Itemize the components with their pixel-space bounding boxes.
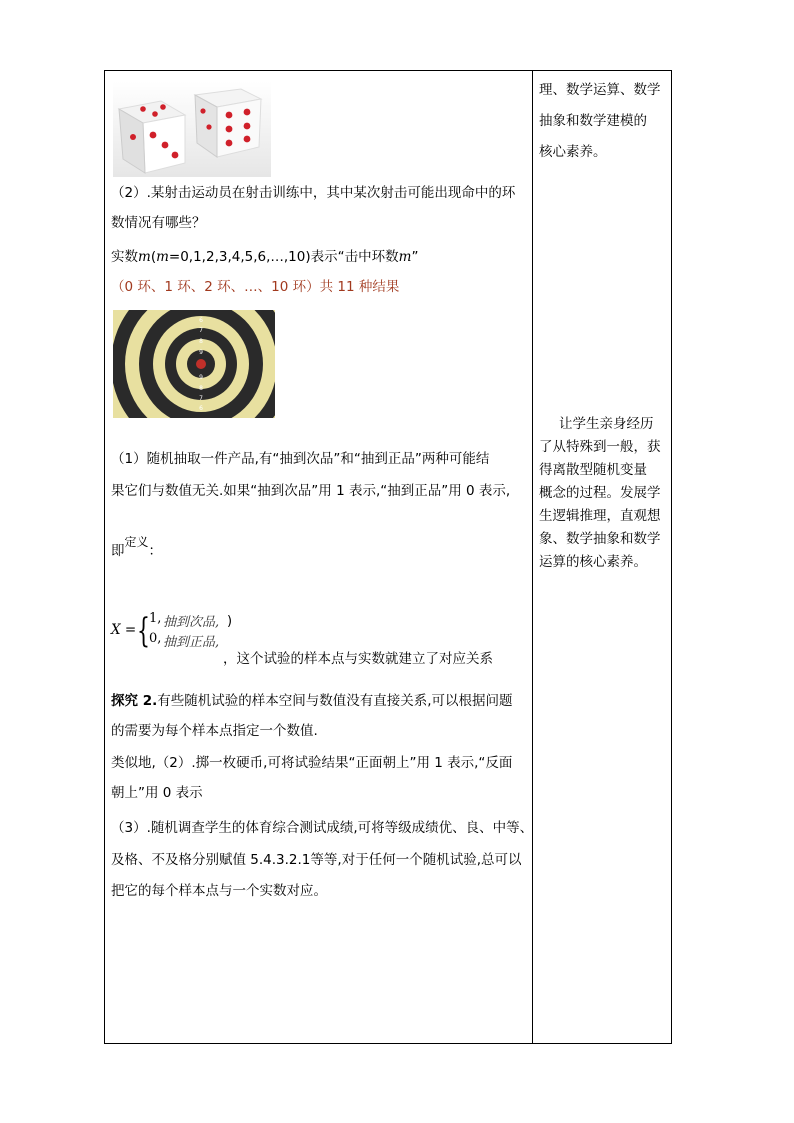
lesson-table [104,70,672,1044]
similar-line2: 朝上”用 0 表示 [111,785,203,801]
column-divider [532,71,533,1043]
question-1-line2: 果它们与数值无关.如果“抽到次品”用 1 表示,“抽到正品”用 0 表示, [111,483,511,499]
question-1-line1: （1）随机抽取一件产品,有“抽到次品”和“抽到正品”两种可能结 [111,451,490,467]
explore-2-line1: 探究 2.有些随机试验的样本空间与数值没有直接关系,可以根据问题 [111,693,513,709]
question-2-line3: 实数m(m=0,1,2,3,4,5,6,…,10)表示“击中环数m” [111,249,419,265]
dice-image [113,81,271,177]
similar-line1: 类似地,（2）.掷一枚硬币,可将试验结果“正面朝上”用 1 表示,“反面 [111,755,513,771]
definition-line: 即定义： [111,535,163,559]
formula-tail: ，这个试验的样本点与实数就建立了对应关系 [223,651,493,667]
svg-text:6: 6 [199,405,203,412]
question-3-line1: （3）.随机调查学生的体育综合测试成绩,可将等级成绩优、良、中等、 [111,820,534,836]
svg-text:6: 6 [199,317,203,324]
question-3-line3: 把它的每个样本点与一个实数对应。 [111,883,327,899]
svg-text:9: 9 [199,374,203,381]
svg-text:8: 8 [199,338,203,345]
explore-2-line2: 的需要为每个样本点指定一个数值. [111,723,318,739]
side-note-middle: 让学生亲身经历 了从特殊到一般，获 得离散型随机变量 概念的过程。发展学 生逻辑推理，直观想 象、数学抽象和数学 运算的核心素养。 [539,416,661,570]
side-note-top: 理、数学运算、数学 抽象和数学建模的 核心素养。 [539,82,661,160]
question-2-line2: 数情况有哪些？ [111,215,206,231]
svg-text:7: 7 [199,395,203,402]
question-2-result: （0 环、1 环、2 环、…、10 环）共 11 种结果 [111,279,400,295]
explore-2-label: 探究 2. [111,693,158,709]
question-2-line1: （2）.某射击运动员在射击训练中，其中某次射击可能出现命中的环 [111,185,516,201]
question-3-line2: 及格、不及格分别赋值 5.4.3.2.1等等,对于任何一个随机试验,总可以 [111,852,522,868]
formula: X = { 1, 抽到次品, 0, 抽到正品, ) [111,611,233,651]
target-image [113,310,275,418]
svg-text:9: 9 [199,349,203,356]
svg-text:7: 7 [199,327,203,334]
svg-text:8: 8 [199,385,203,392]
